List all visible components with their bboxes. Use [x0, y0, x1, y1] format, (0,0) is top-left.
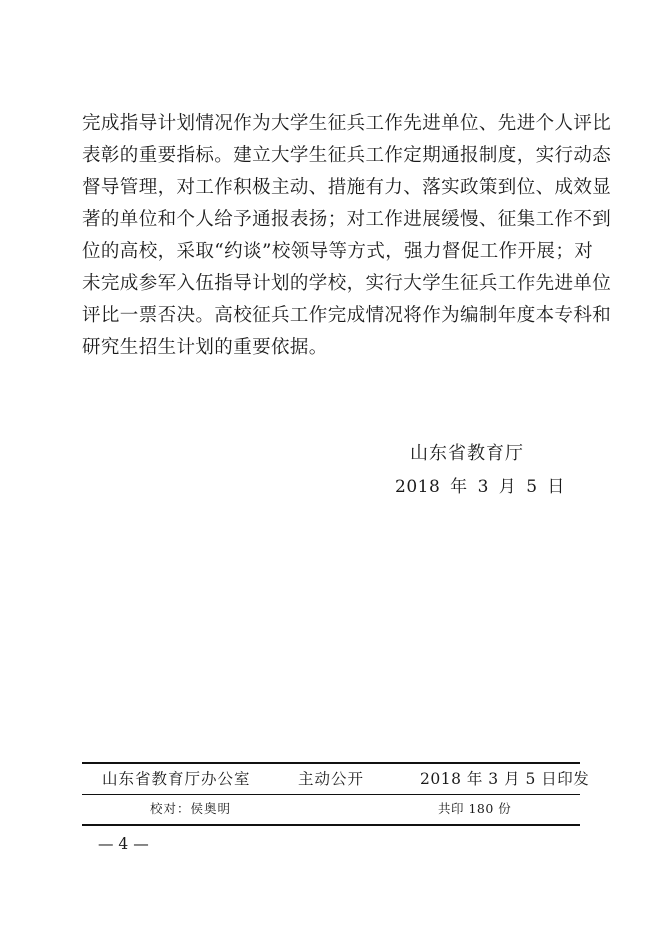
body-paragraph	[82, 108, 612, 364]
body-line-7: 评比一票否决。高校征兵工作完成情况将作为编制年度本专科和	[82, 305, 612, 326]
footer-issue-date: 2018 年 3 月 5 日印发	[420, 770, 590, 788]
body-line-6: 未完成参军入伍指导计划的学校，实行大学生征兵工作先进单位	[82, 273, 612, 294]
body-line-3: 督导管理，对工作积极主动、措施有力、落实政策到位、成效显	[82, 177, 612, 198]
body-line-8: 研究生招生计划的重要依据。	[82, 337, 328, 358]
signature-organization: 山东省教育厅	[410, 443, 524, 464]
footer-bottom-rule	[82, 824, 580, 826]
body-line-5: 位的高校，采取“约谈”校领导等方式，强力督促工作开展；对	[82, 241, 594, 262]
signature-date: 2018 年 3 月 5 日	[395, 477, 565, 497]
body-line-4: 著的单位和个人给予通报表扬；对工作进展缓慢、征集工作不到	[82, 209, 612, 230]
page-number: — 4 —	[98, 835, 149, 853]
footer-middle-rule	[82, 794, 580, 795]
footer-disclosure-status: 主动公开	[298, 770, 365, 788]
footer-copies: 共印 180 份	[438, 801, 512, 816]
body-line-1: 完成指导计划情况作为大学生征兵工作先进单位、先进个人评比	[82, 113, 612, 134]
footer-issuing-office: 山东省教育厅办公室	[102, 770, 251, 788]
footer-top-rule	[82, 762, 580, 764]
footer-proofreader: 校对：侯奥明	[150, 801, 232, 816]
body-line-2: 表彰的重要指标。建立大学生征兵工作定期通报制度，实行动态	[82, 145, 612, 166]
